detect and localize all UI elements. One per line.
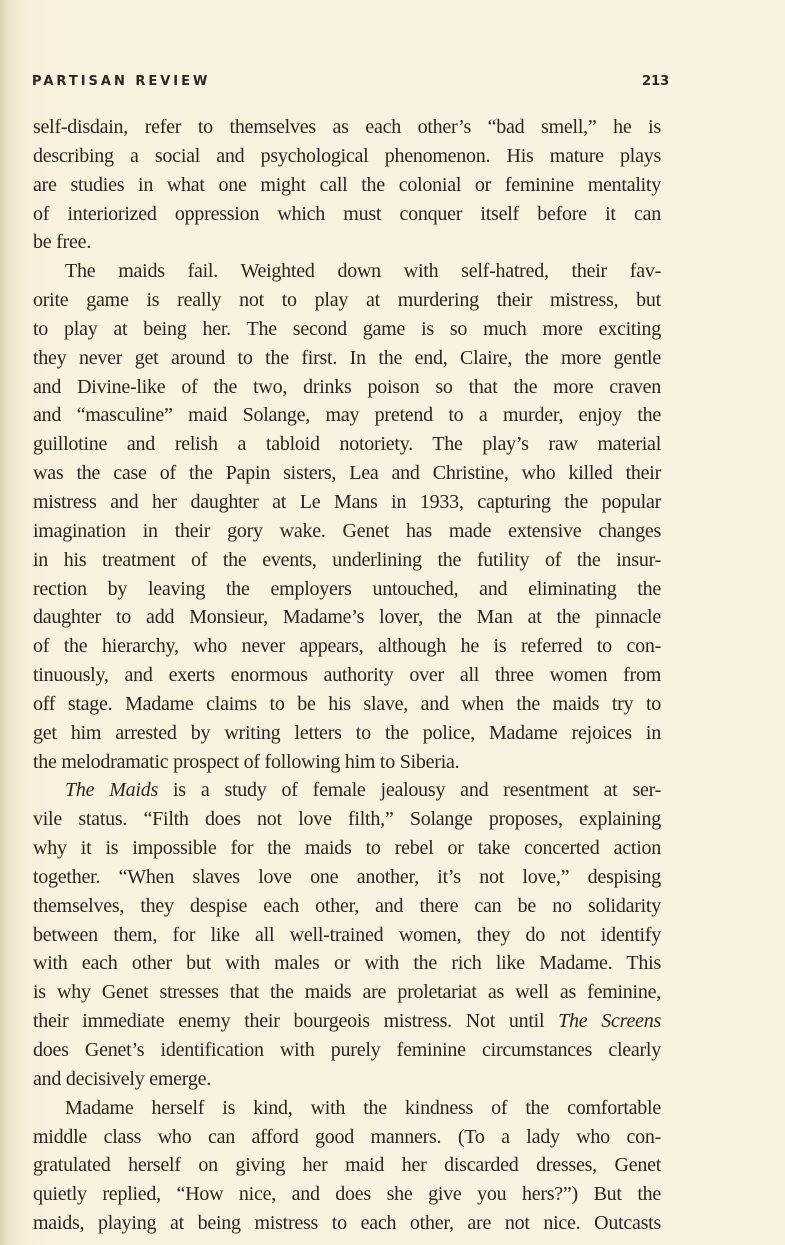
text-line	[33, 430, 661, 459]
line-text: is a study of female jealousy and resentment at ser-	[173, 779, 662, 802]
text-line	[33, 1123, 661, 1152]
line-text: to play at being her. The second game is so much more exciting	[33, 317, 661, 340]
line-text: vile status. “Filth does not love filth,” Solange proposes, explaining	[33, 808, 661, 831]
line-text: they never get around to the first. In the end, Claire, the more gentle	[33, 346, 661, 369]
line-text: in his treatment of the events, underlining the futility of the insur-	[33, 548, 661, 571]
page-number: 213	[642, 74, 670, 89]
line-text: gratulated herself on giving her maid her discarded dresses, Genet	[33, 1154, 661, 1177]
line-text: are studies in what one might call the colonial or feminine mentality	[33, 173, 661, 196]
line-text: guillotine and relish a tabloid notoriety. The play’s raw material	[33, 433, 661, 456]
text-line	[33, 257, 661, 286]
text-line	[33, 373, 661, 402]
text-line	[33, 632, 661, 661]
italic-title: The Maids	[65, 779, 158, 802]
text-line	[33, 1151, 661, 1180]
line-text: maids, playing at being mistress to each other, are not nice. Outcasts	[33, 1212, 661, 1235]
text-line	[33, 863, 661, 892]
line-text: self-disdain, refer to themselves as each other’s “bad smell,” he is	[33, 116, 661, 138]
text-line	[33, 661, 661, 690]
line-text: was the case of the Papin sisters, Lea and Christine, who killed their	[33, 462, 661, 485]
text-line	[33, 748, 661, 777]
text-line	[33, 286, 661, 315]
line-text: imagination in their gory wake. Genet has made extensive changes	[33, 519, 661, 542]
text-line	[33, 690, 661, 719]
line-text: does Genet’s identification with purely feminine circumstances clearly	[33, 1039, 661, 1061]
text-line	[33, 1036, 661, 1065]
text-line	[33, 401, 661, 430]
line-text: The maids fail. Weighted down with self-hatred, their fav-	[65, 260, 661, 283]
text-line	[33, 1007, 661, 1036]
line-text: why it is impossible for the maids to rebel or take concerted action	[33, 837, 661, 860]
text-line	[33, 575, 661, 604]
text-line	[33, 171, 661, 200]
text-line	[33, 315, 661, 344]
text-line	[33, 949, 661, 978]
text-line	[33, 200, 661, 229]
text-line	[33, 1209, 661, 1238]
text-line	[33, 517, 661, 546]
text-line	[33, 805, 661, 834]
text-line	[33, 921, 661, 950]
text-line	[33, 546, 661, 575]
text-line	[33, 834, 661, 863]
line-text: tinuously, and exerts enormous authority over all three women from	[33, 664, 661, 687]
text-line	[33, 776, 661, 805]
body-text	[33, 113, 661, 1238]
line-text: daughter to add Monsieur, Madame’s lover, the Man at the pinnacle	[33, 606, 661, 629]
text-line	[33, 719, 661, 748]
line-text: get him arrested by writing letters to the police, Madame rejoices in	[33, 721, 661, 744]
line-text: together. “When slaves love one another, it’s not love,” despising	[33, 865, 661, 888]
text-line	[33, 1065, 661, 1094]
line-text: be free.	[33, 231, 91, 254]
text-line	[33, 603, 661, 632]
text-line	[33, 344, 661, 373]
line-text: is why Genet stresses that the maids are proletariat as well as feminine,	[33, 981, 661, 1004]
text-line	[33, 892, 661, 921]
line-text: describing a social and psychological phenomenon. His mature plays	[33, 144, 661, 167]
line-text: orite game is really not to play at murdering their mistress, but	[33, 289, 661, 312]
italic-title: The Screens	[558, 1010, 661, 1033]
text-line	[33, 488, 661, 517]
line-text: mistress and her daughter at Le Mans in 1933, capturing the popular	[33, 490, 661, 513]
line-text: of interiorized oppression which must conquer itself before it can	[33, 202, 661, 225]
line-text: off stage. Madame claims to be his slave, and when the maids try to	[33, 692, 661, 715]
text-line	[33, 978, 661, 1007]
running-head-title: PARTISAN REVIEW	[32, 74, 211, 89]
line-text: of the hierarchy, who never appears, although he is referred to con-	[33, 635, 661, 658]
line-text: Madame herself is kind, with the kindness of the comfortable	[65, 1096, 661, 1119]
text-line	[33, 1180, 661, 1209]
line-text: quietly replied, “How nice, and does she give you hers?”) But the	[33, 1183, 661, 1206]
line-text: rection by leaving the employers untouched, and eliminating the	[33, 577, 661, 600]
text-line	[33, 1094, 661, 1123]
line-text: and “masculine” maid Solange, may pretend to a murder, enjoy the	[33, 404, 661, 427]
text-line	[33, 228, 661, 257]
line-text: the melodramatic prospect of following him to Siberia.	[33, 750, 460, 773]
line-text: themselves, they despise each other, and there can be no solidarity	[33, 894, 661, 917]
text-line	[33, 142, 661, 171]
line-text: and Divine-like of the two, drinks poison so that the more craven	[33, 375, 661, 398]
text-line	[33, 459, 661, 488]
line-text: their immediate enemy their bourgeois mistress. Not until	[33, 1010, 559, 1033]
line-text: and decisively emerge.	[33, 1067, 211, 1090]
text-line	[33, 113, 661, 142]
line-text: middle class who can afford good manners. (To a lady who con-	[33, 1125, 661, 1148]
line-text: with each other but with males or with the rich like Madame. This	[33, 952, 661, 975]
line-text: between them, for like all well-trained women, they do not identify	[33, 923, 661, 946]
